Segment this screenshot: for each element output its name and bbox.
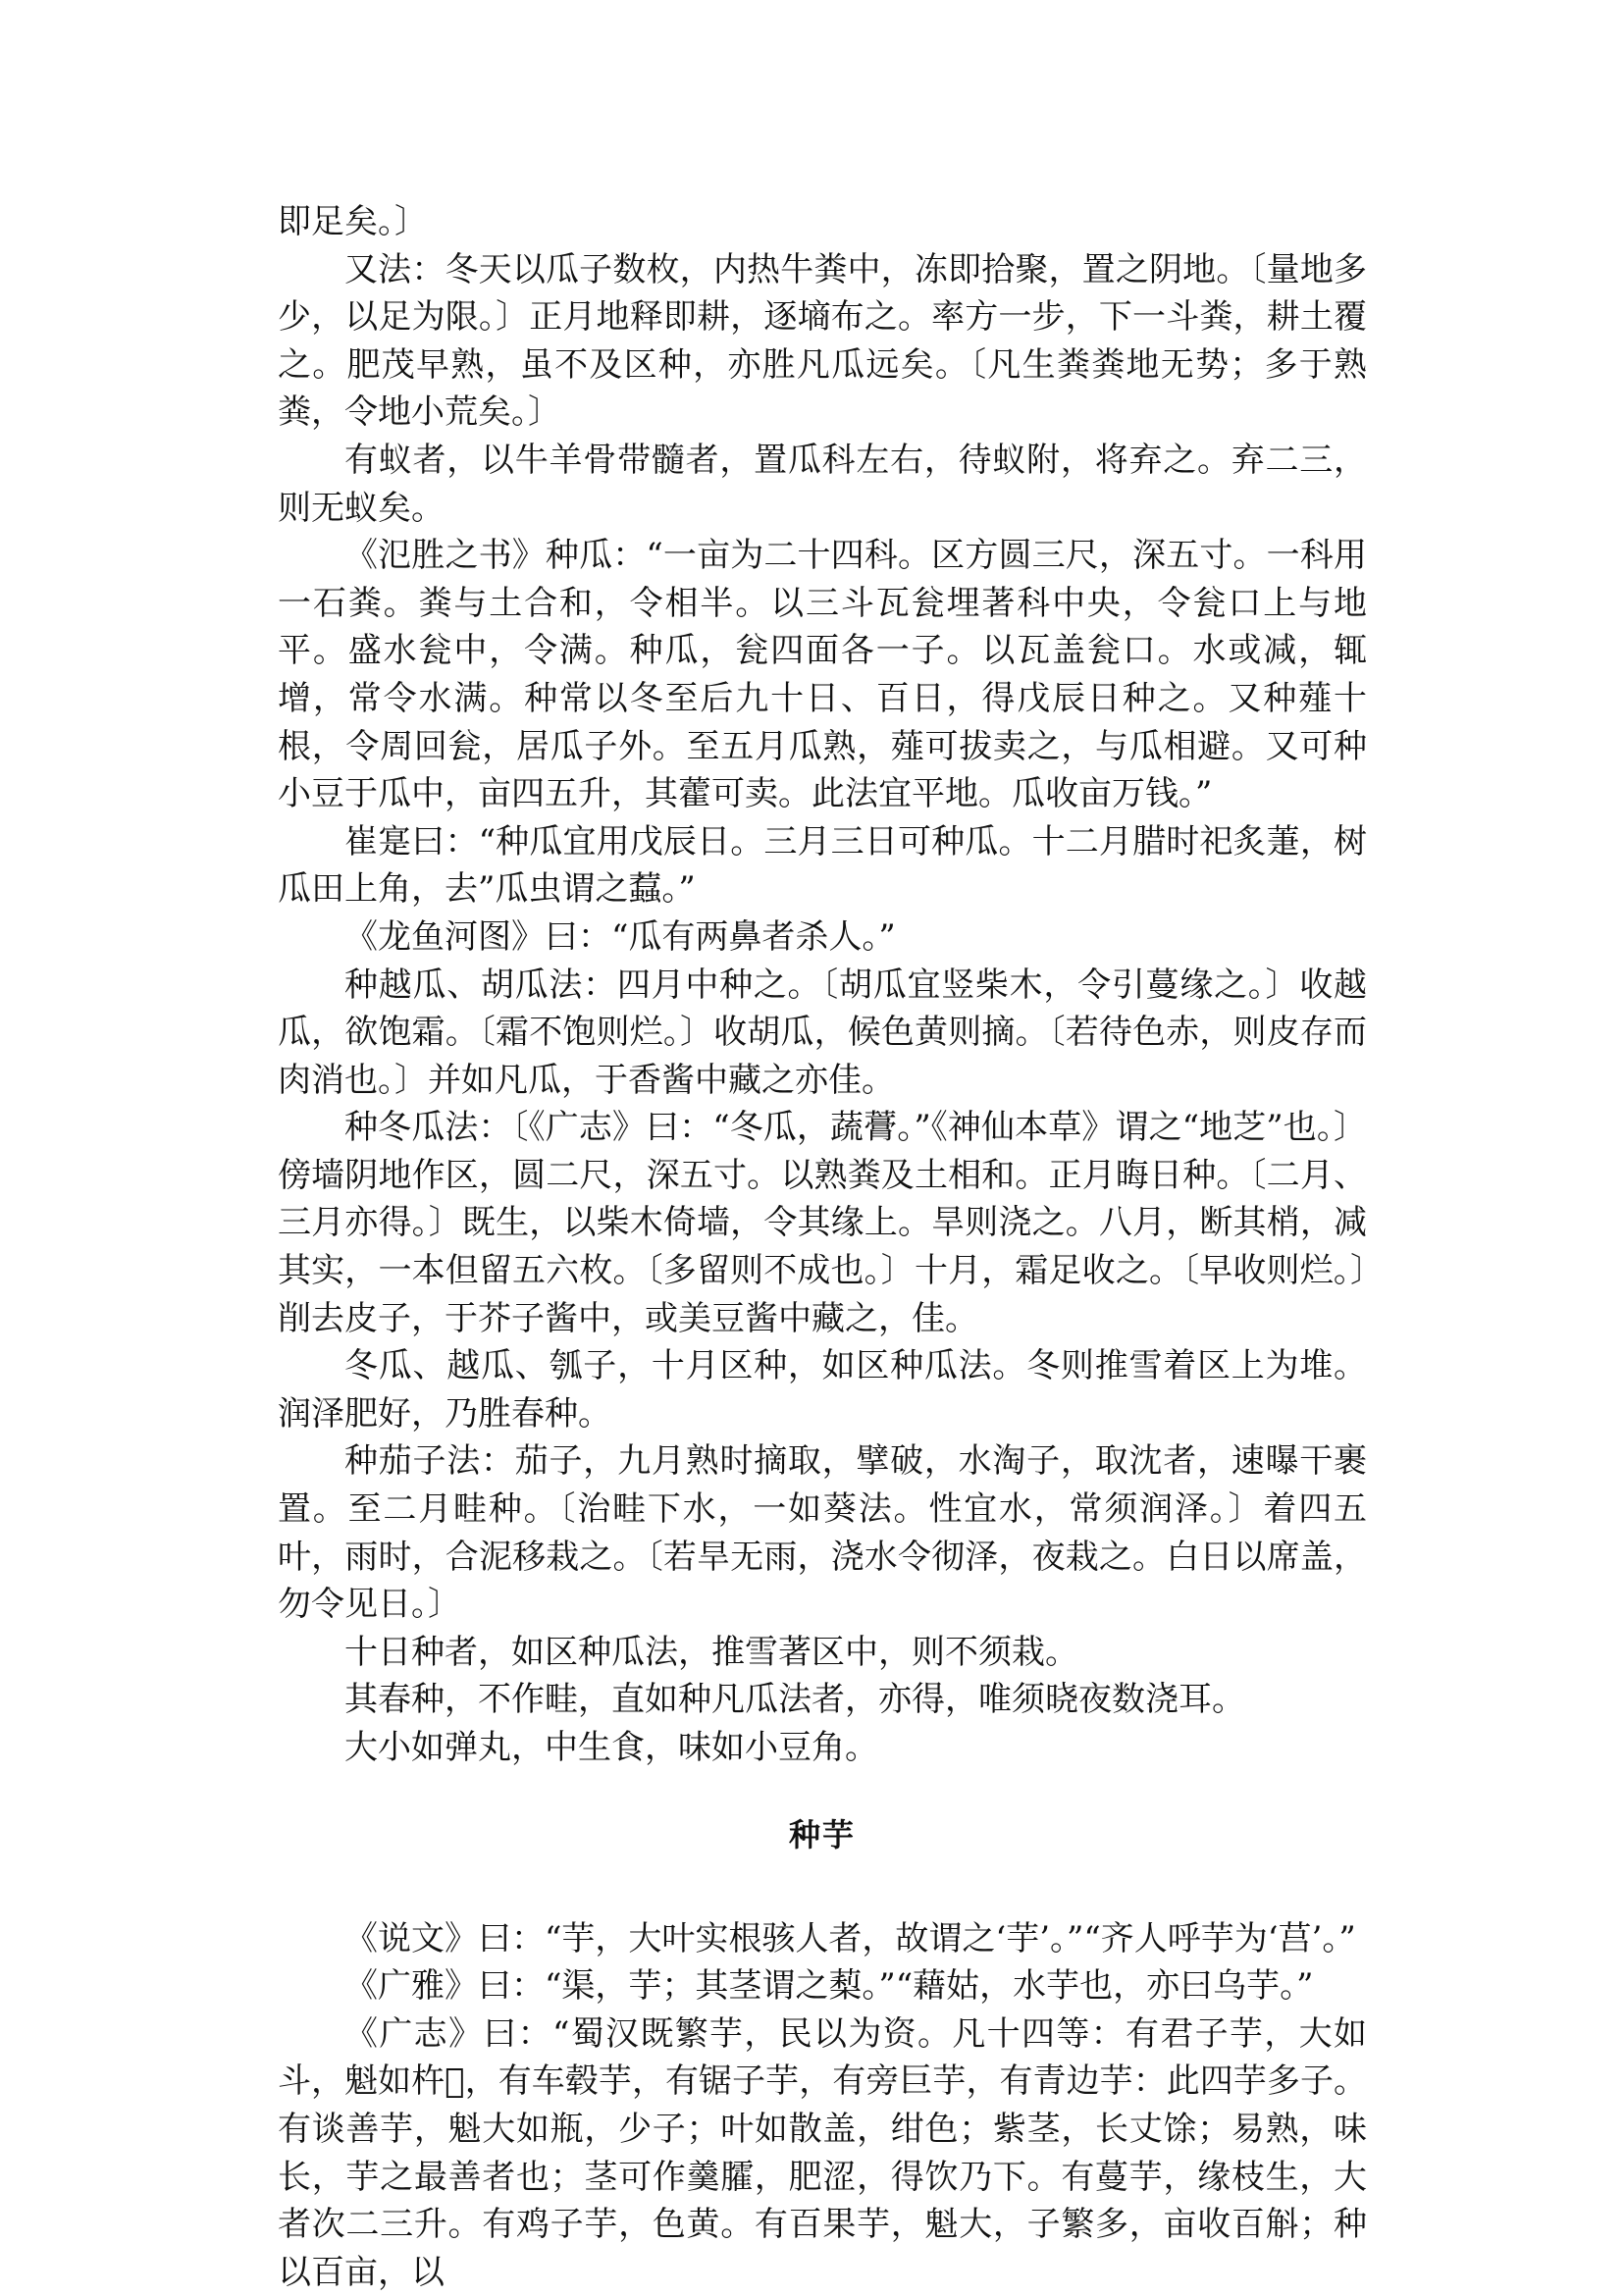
section-heading: 种芋 — [788, 1815, 856, 1853]
paragraph: 《说文》曰：“芋，大叶实根骇人者，故谓之‘芋’。”“齐人呼芋为‘莒’。” — [344, 1918, 1356, 1958]
paragraph: 十日种者，如区种瓜法，推雪著区中，则不须栽。 — [344, 1632, 1078, 1672]
paragraph: 冬瓜、越瓜、瓠子，十月区种，如区种瓜法。冬则推雪着区上为堆。润泽肥好，乃胜春种。 — [278, 1346, 1367, 1434]
paragraph: 《氾胜之书》种瓜：“一亩为二十四科。区方圆三尺，深五寸。一科用一石粪。粪与土合和，令相半。以三斗瓦瓮埋著科中央，令瓮口上与地平。盛水瓮中，令满。种瓜，瓮四面各一子。以瓦盖瓮口。水或减，辄增，常令水满。种常以冬至后九十日、百日，得戊辰日种之。又种薤十根，令周回瓮，居瓜子外。至五月瓜熟，薤可拔卖之，与瓜相避。又可种小豆于瓜中，亩四五升，其藿可卖。此法宜平地。瓜收亩万钱。” — [278, 536, 1367, 814]
paragraph: 《广雅》曰：“渠，芋；其茎谓之䔧。”“藉姑，水芋也，亦曰乌芋。” — [344, 1966, 1314, 2007]
paragraph: 种越瓜、胡瓜法：四月中种之。〔胡瓜宜竖柴木，令引蔓缘之。〕收越瓜，欲饱霜。〔霜不饱则烂。〕收胡瓜，候色黄则摘。〔若待色赤，则皮存而肉消也。〕并如凡瓜，于香酱中藏之亦佳。 — [278, 965, 1367, 1100]
body-text — [278, 198, 1367, 2296]
paragraph: 大小如弹丸，中生食，味如小豆角。 — [344, 1728, 878, 1767]
paragraph: 其春种，不作畦，直如种凡瓜法者，亦得，唯须晓夜数浇耳。 — [344, 1680, 1245, 1720]
paragraph: 即足矣。〕 — [278, 202, 428, 241]
paragraph: 有蚁者，以牛羊骨带髓者，置瓜科左右，待蚁附，将弃之。弃二三，则无蚁矣。 — [278, 440, 1367, 528]
paragraph: 又法：冬天以瓜子数枚，内热牛粪中，冻即拾聚，置之阴地。〔量地多少，以足为限。〕正月地释即耕，逐墒布之。率方一步，下一斗粪，耕土覆之。肥茂早熟，虽不及区种，亦胜凡瓜远矣。〔凡生粪粪地无势；多于熟粪，令地小荒矣。〕 — [278, 249, 1367, 433]
paragraph: 种茄子法：茄子，九月熟时摘取，擘破，水淘子，取沈者，速曝干裹置。至二月畦种。〔治畦下水，一如葵法。性宜水，常须润泽。〕着四五叶，雨时，合泥移栽之。〔若旱无雨，浇水令彻泽，夜栽之。白日以席盖，勿令见日。〕 — [278, 1441, 1367, 1625]
paragraph: 《龙鱼河图》曰：“瓜有两鼻者杀人。” — [344, 916, 896, 957]
paragraph: 种冬瓜法：〔《广志》曰：“冬瓜，蔬𧀎。”《神仙本草》谓之“地芝”也。〕傍墙阴地作区，圆二尺，深五寸。以熟粪及土相和。正月晦日种。〔二月、三月亦得。〕既生，以柴木倚墙，令其缘上。旱则浇之。八月，断其梢，减其实，一本但留五六枚。〔多留则不成也。〕十月，霜足收之。〔早收则烂。〕削去皮子，于芥子酱中，或美豆酱中藏之，佳。 — [278, 1108, 1367, 1338]
paragraph: 《广志》曰：“蜀汉既繁芋，民以为资。凡十四等：有君子芋，大如斗，魁如杵𥳽，有车毂芋，有锯子芋，有旁巨芋，有青边芋：此四芋多子。有谈善芋，魁大如瓶，少子；叶如散盖，绀色；紫茎，长丈馀；易熟，味长，芋之最善者也；茎可作羹臛，肥涩，得饮乃下。有蔓芋，缘枝生，大者次二三升。有鸡子芋，色黄。有百果芋，魁大，子繁多，亩收百斛；种以百亩，以 — [278, 2013, 1367, 2292]
paragraph: 崔寔曰：“种瓜宜用戊辰日。三月三日可种瓜。十二月腊时祀炙萐，树瓜田上角，去”瓜虫谓之蠚。” — [278, 821, 1367, 910]
